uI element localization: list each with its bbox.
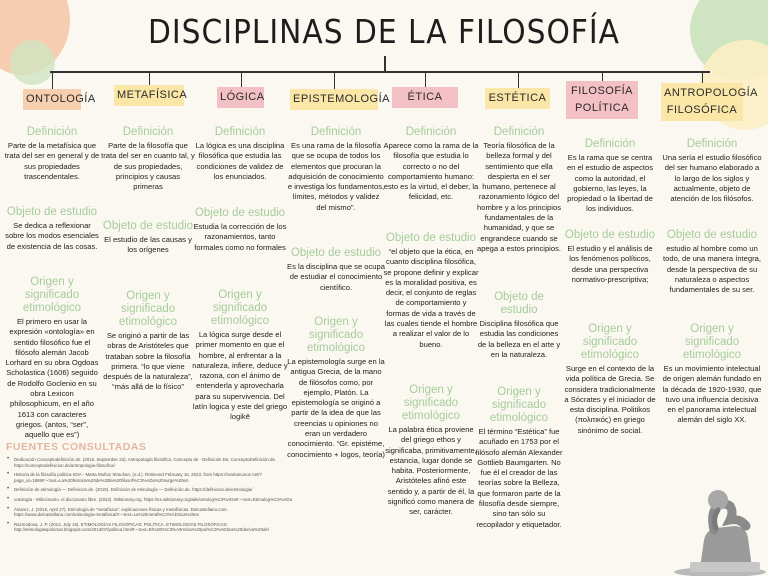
block-label: Origen y significado etimológico — [580, 323, 640, 361]
discipline-block — [4, 206, 100, 252]
discipline-header: ONTOLOGÍA — [23, 89, 81, 110]
tree-stem — [518, 71, 519, 88]
block-text: Es un movimiento intelectual de origen alemán fundado en la década de 1920-1930, que tuvo una influencia decisiva en el panorama intelectual alemán del siglo XX. — [662, 364, 762, 425]
reference-item: • Razmodosa, J. P. (2013, July 16). ETIMOLOGÍAS FILOSÓFICAS: POLÍTICA. ETIMOLOGÍAS FILOSÓFICAS. http://etimologiaspolomar.blogspot.com/2013/07/politica.html#:~:text=El%20t%C3%A9rmino%20pol%C3%ADtica%20deriva%20del — [6, 522, 306, 533]
block-label: Origen y significado etimológico — [401, 384, 461, 422]
block-text: Estudia la corrección de los razonamientos, tanto formales como no formales — [193, 222, 287, 252]
block-text: El término “Estética” fue acuñado en 1753 por el filósofo alemán Alexander Gottlieb Baumgarten. No fue él el creador de las teorías sobre la Belleza, que formaron parte de la filosofía desde siempre, sino tan sólo su recopilador y etiquetador. — [475, 427, 563, 529]
block-label: Objeto de estudio — [494, 291, 544, 316]
discipline-block — [192, 126, 288, 182]
block-label: Objeto de estudio — [564, 229, 656, 241]
discipline-block — [563, 323, 657, 436]
discipline-block — [383, 232, 479, 350]
tree-trunk — [384, 56, 386, 72]
tree-stem — [425, 71, 426, 87]
block-text: Surge en el contexto de la vida política de Grecia. Se considera tradicionalmente a Sócrates y el iniciador de esta disciplina. Politikos (πολιτικός) en griego sinónimo de social. — [564, 364, 656, 435]
discipline-block — [563, 229, 657, 285]
block-text: Parte de la filosofía que trata del ser en cuanto tal, y de sus propiedades, principios y causas primeras — [101, 141, 195, 192]
reference-item: • Álvarez, J. (2018, April 27). Etimología de “metafísica”: explicaciones físicas y metafísicas. Delcastellano.com. https://www.delcastellano.com/etimologia-metafisica/#:~:text=La%20metaf%C3%ADsica%20es — [6, 507, 306, 518]
block-label: Definición — [122, 126, 174, 138]
block-text: “el objeto que la ética, en cuanto disciplina filosófica, se propone definir y explicar es la moralidad positiva, es decir, el conjunto de reglas de comportamiento y formas de vida a través de las cuales tiende el hombre a realizar el valor de lo bueno. — [383, 247, 479, 349]
tree-stem — [602, 71, 603, 81]
block-label: Definición — [584, 138, 636, 150]
tree-stem — [52, 71, 53, 89]
discipline-block — [287, 126, 385, 213]
block-label: Objeto de estudio — [6, 206, 98, 218]
discipline-header: ÉTICA — [392, 87, 458, 108]
block-label: Origen y significado etimológico — [682, 323, 742, 361]
references-list — [6, 457, 306, 537]
discipline-header: EPISTEMOLOGÍA — [290, 89, 378, 110]
block-text: La lógica surge desde el primer momento en que el hombre, al enfrentar a la naturaleza, infiere, deduce y razona, con el ánimo de entenderla y aprovecharla para su supervivencia. Del latín logica y este del griego logikē — [192, 330, 288, 422]
block-text: La epistemología surge en la antigua Grecia, de la mano de filósofos como, por ejemplo, Platón. La epistemología se originó a partir de la idea de que las creencias u opiniones no eran un verdadero conocimiento. “Gr. epistéme, conocimiento + logos, teoría) — [287, 357, 385, 459]
discipline-header: METAFÍSICA — [114, 85, 184, 106]
reference-item: • Historia de la filosofía política-SOA - Marta Muñoz Strachan. (n.d.). Retrieved February 16, 2023, from https://martamunoz.net/?page_id=1869#:~:text=La%20historia%20de%20la%20filosof%C3%ADa%20surge%20en — [6, 472, 306, 483]
block-label: Objeto de estudio — [290, 247, 382, 259]
block-text: Es una rama de la filosofía que se ocupa de todos los elementos que procuran la adquisición de conocimiento e investiga los fundamentos, límites, métodos y validez del mismo”. — [287, 141, 385, 212]
block-label: Definición — [686, 138, 738, 150]
reference-item: • Definición de etimología — Definicion.de. (2019). Definición de etimología — Definición.de. https://definicion.de/etimologia/ — [6, 487, 306, 493]
discipline-block — [383, 384, 479, 518]
block-text: El estudio de las causas y los orígenes — [104, 235, 192, 255]
discipline-block — [4, 276, 100, 441]
block-label: Objeto de estudio — [385, 232, 477, 244]
block-label: Objeto de estudio — [194, 207, 286, 219]
block-text: El primero en usar la expresión «ontología» en sentido filosófico fue el filósofo alemán Jacob Lorhard en su obra Ogdoas Scholastica (1606) seguido de Rodolfo Goclenio en su obra Lexicon philosophicum, en el año 1613 con caracteres griegos. (antos, “ser”, aquello que es”) — [5, 317, 99, 440]
discipline-block — [383, 126, 479, 203]
discipline-block — [475, 386, 563, 530]
reference-item: • Dedicación Conceptodefinición.de. (2016, September 23). Antropología filosófica. Concepto de - Definición De; ConceptoDefinición.de. https://conceptodefinicion.de/antropologia-filosofica/ — [6, 457, 306, 468]
thinker-statue-illustration — [660, 478, 768, 576]
block-label: Definición — [214, 126, 266, 138]
fuentes-heading: FUENTES CONSULTADAS — [6, 441, 147, 453]
discipline-block — [101, 126, 195, 192]
tree-stem — [702, 71, 703, 83]
tree-stem — [241, 71, 242, 87]
block-text: Es la disciplina que se ocupa de estudiar el conocimiento científico. — [287, 262, 385, 292]
block-label: Definición — [310, 126, 362, 138]
block-label: Origen y significado etimológico — [22, 276, 82, 314]
discipline-block — [192, 207, 288, 253]
block-text: La lógica es una disciplina filosófica que estudia las condiciones de validez de los enunciados. — [195, 141, 285, 181]
discipline-block — [287, 247, 385, 293]
discipline-block — [475, 126, 563, 254]
block-text: Parte de la metafísica que trata del ser en general y de sus propiedades trascendentales. — [4, 141, 100, 181]
reference-item: • ontología - Wikcionario, el diccionario libre. (2022). Wiktionary.org. https://es.wiktionary.org/wiki/ontolog%C3%ADa#:~:text=Etimolog%C3%ADa — [6, 497, 306, 503]
block-text: Teoría filosófica de la belleza formal y del sentimiento que ella despierta en el ser humano, pertenece al razonamiento lógico del hombre y a los principios fundamentales de la humanidad, y que se engrandece cuando se apega a estos principios. — [476, 141, 561, 253]
block-text: Aparece como la rama de la filosofía que estudia lo correcto o no del comportamiento humano: esto es la virtud, el deber, la felicidad, etc. — [383, 141, 479, 202]
block-label: Origen y significado etimológico — [210, 289, 270, 327]
discipline-block — [475, 291, 563, 360]
discipline-block — [101, 220, 195, 256]
block-label: Definición — [493, 126, 545, 138]
block-text: Se originó a partir de las obras de Aristóteles que trataban sobre la filosofía primera. “lo que viene después de la naturaleza”, “más allá de lo físico” — [103, 331, 193, 392]
block-text: El estudio y el análisis de los fenómenos políticos, desde una perspectiva normativo-prescriptiva; — [567, 244, 653, 284]
discipline-header: LÓGICA — [217, 87, 264, 108]
discipline-block — [563, 138, 657, 215]
block-label: Origen y significado etimológico — [489, 386, 549, 424]
block-label: Origen y significado etimológico — [118, 290, 178, 328]
discipline-header: FILOSOFÍA POLÍTICA — [566, 81, 638, 119]
block-text: Se dedica a reflexionar sobre los modos esenciales de existencia de las cosas. — [5, 221, 99, 251]
tree-stem — [149, 71, 150, 85]
block-label: Objeto de estudio — [102, 220, 194, 232]
tree-stem — [334, 71, 335, 89]
discipline-block — [662, 229, 762, 295]
block-text: Una sería el estudio filosófico del ser humano elaborado a lo largo de los siglos y actualmente, objeto de atención de los filósofos. — [662, 153, 762, 204]
block-text: Es la rama que se centra en el estudio de aspectos como la autoridad, el gobierno, las leyes, la propiedad o la libertad de los individuos. — [566, 153, 654, 214]
discipline-block — [287, 316, 385, 460]
discipline-header: ESTÉTICA — [485, 88, 550, 109]
block-label: Origen y significado etimológico — [306, 316, 366, 354]
block-text: Disciplina filosófica que estudia las condiciones de la belleza en el arte y en la naturaleza. — [477, 319, 561, 359]
discipline-block — [4, 126, 100, 182]
discipline-header: ANTROPOLOGÍA FILOSÓFICA — [661, 83, 743, 121]
block-text: La palabra ética proviene del griego ethos y significaba, primitivamente, estancia, lugar donde se habita. Posteriormente, Aristóteles afinó este sentido y, a partir de él, la significó como manera de ser, carácter. — [385, 425, 477, 517]
discipline-block — [662, 323, 762, 426]
block-label: Definición — [405, 126, 457, 138]
block-label: Objeto de estudio — [666, 229, 758, 241]
block-text: estudio al hombre como un todo, de una manera íntegra, desde la perspectiva de su naturaleza o aspectos fundamentales de su ser. — [663, 244, 761, 295]
discipline-block — [192, 289, 288, 423]
discipline-block — [662, 138, 762, 204]
page-title: DISCIPLINAS DE LA FILOSOFÍA — [148, 12, 620, 51]
block-label: Definición — [26, 126, 78, 138]
discipline-block — [101, 290, 195, 393]
